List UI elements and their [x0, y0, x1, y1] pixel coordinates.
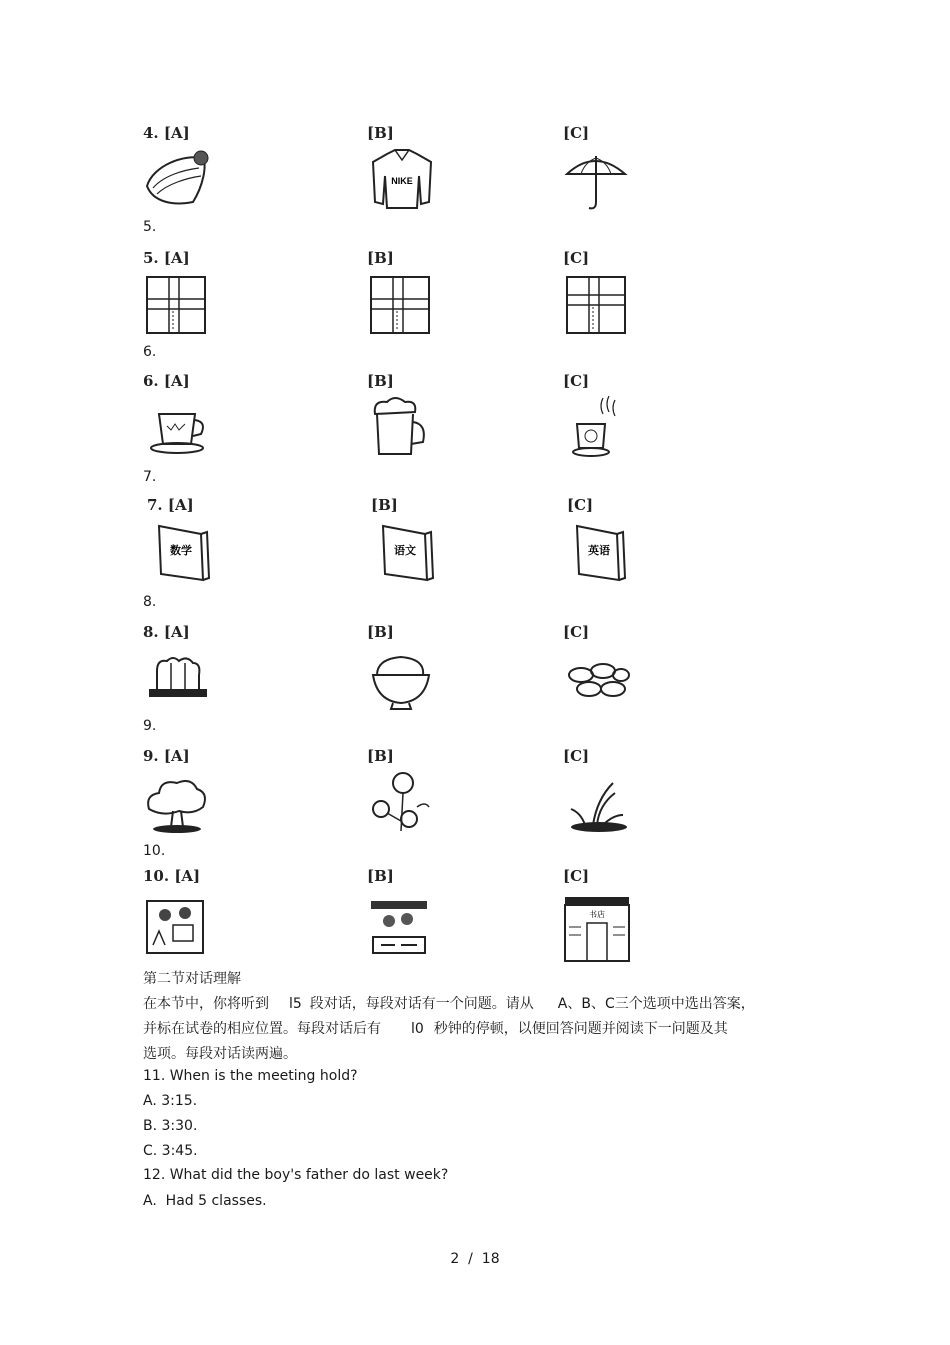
option-label: [B] [367, 867, 394, 885]
option-label: 10. [A] [143, 867, 201, 885]
instruction-number: l5 [289, 996, 302, 1012]
option-b [367, 249, 437, 337]
restaurant-icon [367, 895, 437, 961]
instruction-number: l0 [411, 1021, 424, 1037]
option-label: [C] [563, 124, 590, 142]
question-7-picture-row [143, 496, 630, 584]
section-heading: 第二节对话理解 [143, 971, 241, 987]
option-b [367, 623, 437, 711]
option-a [143, 124, 213, 212]
question-11-stem: 11. When is the meeting hold? [143, 1068, 358, 1084]
instruction-text: A、B、C三个选项中选出答案， [557, 996, 755, 1012]
question-12-stem: 12. What did the boy's father do last week? [143, 1167, 449, 1183]
flower-icon [367, 769, 437, 835]
option-label: 4. [A] [143, 124, 190, 142]
question-11-option-b: B. 3:30. [143, 1118, 198, 1134]
question-11-option-a: A. 3:15. [143, 1093, 198, 1109]
option-label: [B] [367, 747, 394, 765]
book-icon [567, 518, 637, 584]
instruction-text: 秒钟的停顿，以便回答问题并阅读下一问题及其 [433, 1021, 728, 1037]
option-b [367, 747, 437, 835]
instruction-text: 在本节中，你将听到 [143, 996, 269, 1012]
instruction-line-1 [143, 993, 755, 1013]
option-label: 6. [A] [143, 372, 190, 390]
option-label: [B] [367, 249, 394, 267]
tree-icon [143, 769, 213, 835]
option-label: [B] [367, 372, 394, 390]
grass-icon [563, 769, 633, 835]
beer-mug-icon [367, 394, 437, 460]
option-label: [C] [563, 249, 590, 267]
option-label: [B] [367, 623, 394, 641]
market-stall-icon [143, 895, 213, 961]
option-c [563, 124, 633, 212]
option-c [563, 372, 633, 460]
question-number: 8. [143, 594, 157, 610]
option-label: [B] [367, 124, 394, 142]
option-a [147, 496, 217, 584]
instruction-line-2 [143, 1018, 728, 1038]
book-icon [371, 518, 441, 584]
rice-bowl-icon [367, 645, 437, 711]
option-b [371, 496, 441, 584]
teacup-icon [143, 394, 213, 460]
question-5-picture-row [143, 249, 627, 337]
map-icon [563, 271, 633, 337]
question-10-picture-row [143, 867, 630, 962]
option-label: [C] [563, 372, 590, 390]
page-number: 2 / 18 [450, 1251, 500, 1267]
question-number: 7. [143, 469, 157, 485]
question-number: 5. [143, 219, 157, 235]
hot-tea-icon [563, 394, 633, 460]
option-label: 7. [A] [147, 496, 194, 514]
option-label: [C] [567, 496, 594, 514]
option-label: [C] [563, 623, 590, 641]
option-a [143, 747, 213, 835]
option-b [367, 867, 437, 955]
option-a [143, 249, 213, 337]
question-4-picture-row [143, 124, 627, 212]
question-9-picture-row [143, 747, 627, 835]
question-6-picture-row [143, 372, 617, 460]
option-label: [C] [563, 867, 590, 885]
option-c [567, 496, 637, 584]
instruction-line-3: 选项。每段对话读两遍。 [143, 1046, 297, 1062]
eggs-icon [563, 645, 633, 711]
option-c [563, 249, 633, 337]
option-label: [C] [563, 747, 590, 765]
book-title: 英语 [588, 544, 610, 557]
question-number: 9. [143, 718, 157, 734]
book-icon [147, 518, 217, 584]
question-11-option-c: C. 3:45. [143, 1143, 198, 1159]
sweater-icon [367, 146, 437, 212]
option-b [367, 372, 437, 460]
instruction-text: 并标在试卷的相应位置。每段对话后有 [143, 1021, 381, 1037]
book-title: 语文 [394, 544, 416, 557]
option-c [563, 867, 633, 955]
question-12-option-a: A. Had 5 classes. [143, 1193, 267, 1209]
option-label: 5. [A] [143, 249, 190, 267]
option-a [143, 623, 213, 711]
question-number: 6. [143, 344, 157, 360]
bookstore-icon [563, 893, 633, 963]
option-b [367, 124, 437, 212]
option-c [563, 747, 633, 835]
option-a [143, 372, 213, 460]
map-icon [367, 271, 437, 337]
option-label: 8. [A] [143, 623, 190, 641]
question-8-picture-row [143, 623, 630, 711]
book-title: 数学 [170, 544, 192, 557]
question-number: 10. [143, 843, 166, 859]
hat-icon [143, 146, 213, 212]
instruction-text: 段对话，每段对话有一个问题。请从 [309, 996, 534, 1012]
store-sign: 书店 [589, 910, 605, 919]
sweater-logo: NIKE [391, 176, 413, 186]
option-c [563, 623, 633, 711]
umbrella-icon [563, 146, 633, 212]
option-label: [B] [371, 496, 398, 514]
option-a [143, 867, 213, 955]
option-label: 9. [A] [143, 747, 190, 765]
bread-icon [143, 645, 213, 711]
map-icon [143, 271, 213, 337]
